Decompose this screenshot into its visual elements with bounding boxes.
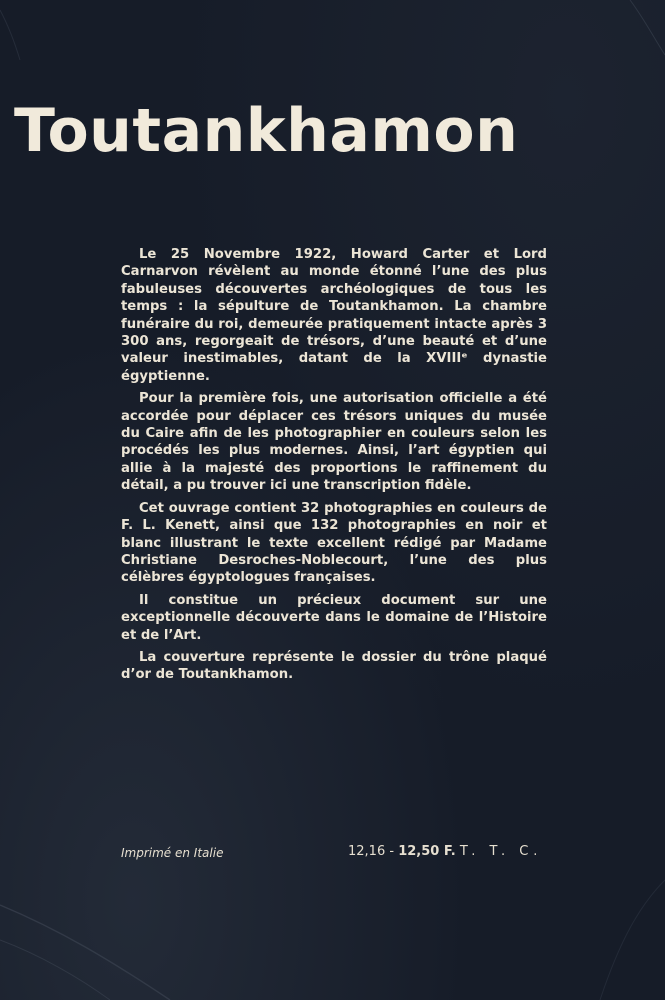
- price-old: 12,16 -: [348, 844, 395, 859]
- price-line: [348, 844, 542, 859]
- price-new: 12,50 F.: [398, 844, 456, 859]
- blurb-paragraph: Il constitue un précieux document sur une exceptionnelle découverte dans le domaine de l’Histoire et de l’Art.: [121, 592, 547, 643]
- blurb-paragraph: La couverture représente le dossier du trône plaqué d’or de Toutankhamon.: [121, 649, 547, 683]
- book-title: Toutankhamon: [14, 96, 519, 166]
- price-tax-label: T. T. C.: [459, 844, 543, 859]
- blurb: [121, 246, 547, 689]
- printed-in-label: Imprimé en Italie: [121, 846, 224, 860]
- blurb-paragraph: Le 25 Novembre 1922, Howard Carter et Lord Carnarvon révèlent au monde étonné l’une des plus fabuleuses découvertes archéologiques de tous les temps : la sépulture de Toutankhamon. La chambre funéraire du roi, demeurée pratiquement intacte après 3 300 ans, regorgeait de trésors, d’une beauté et d’une valeur inestimables, datant de la XVIIIᵉ dynastie égyptienne.: [121, 247, 547, 384]
- blurb-paragraph: Pour la première fois, une autorisation officielle a été accordée pour déplacer ces trésors uniques du musée du Caire afin de les photographier en couleurs selon les procédés les plus modernes. Ainsi, l’art égyptien qui allie à la majesté des proportions le raffinement du détail, a pu trouver ici une transcription fidèle.: [121, 391, 547, 494]
- blurb-paragraph: Cet ouvrage contient 32 photographies en couleurs de F. L. Kenett, ainsi que 132 photographies en noir et blanc illustrant le texte excellent rédigé par Madame Christiane Desroches-Noblecourt, l’une des plus célèbres égyptologues françaises.: [121, 500, 547, 586]
